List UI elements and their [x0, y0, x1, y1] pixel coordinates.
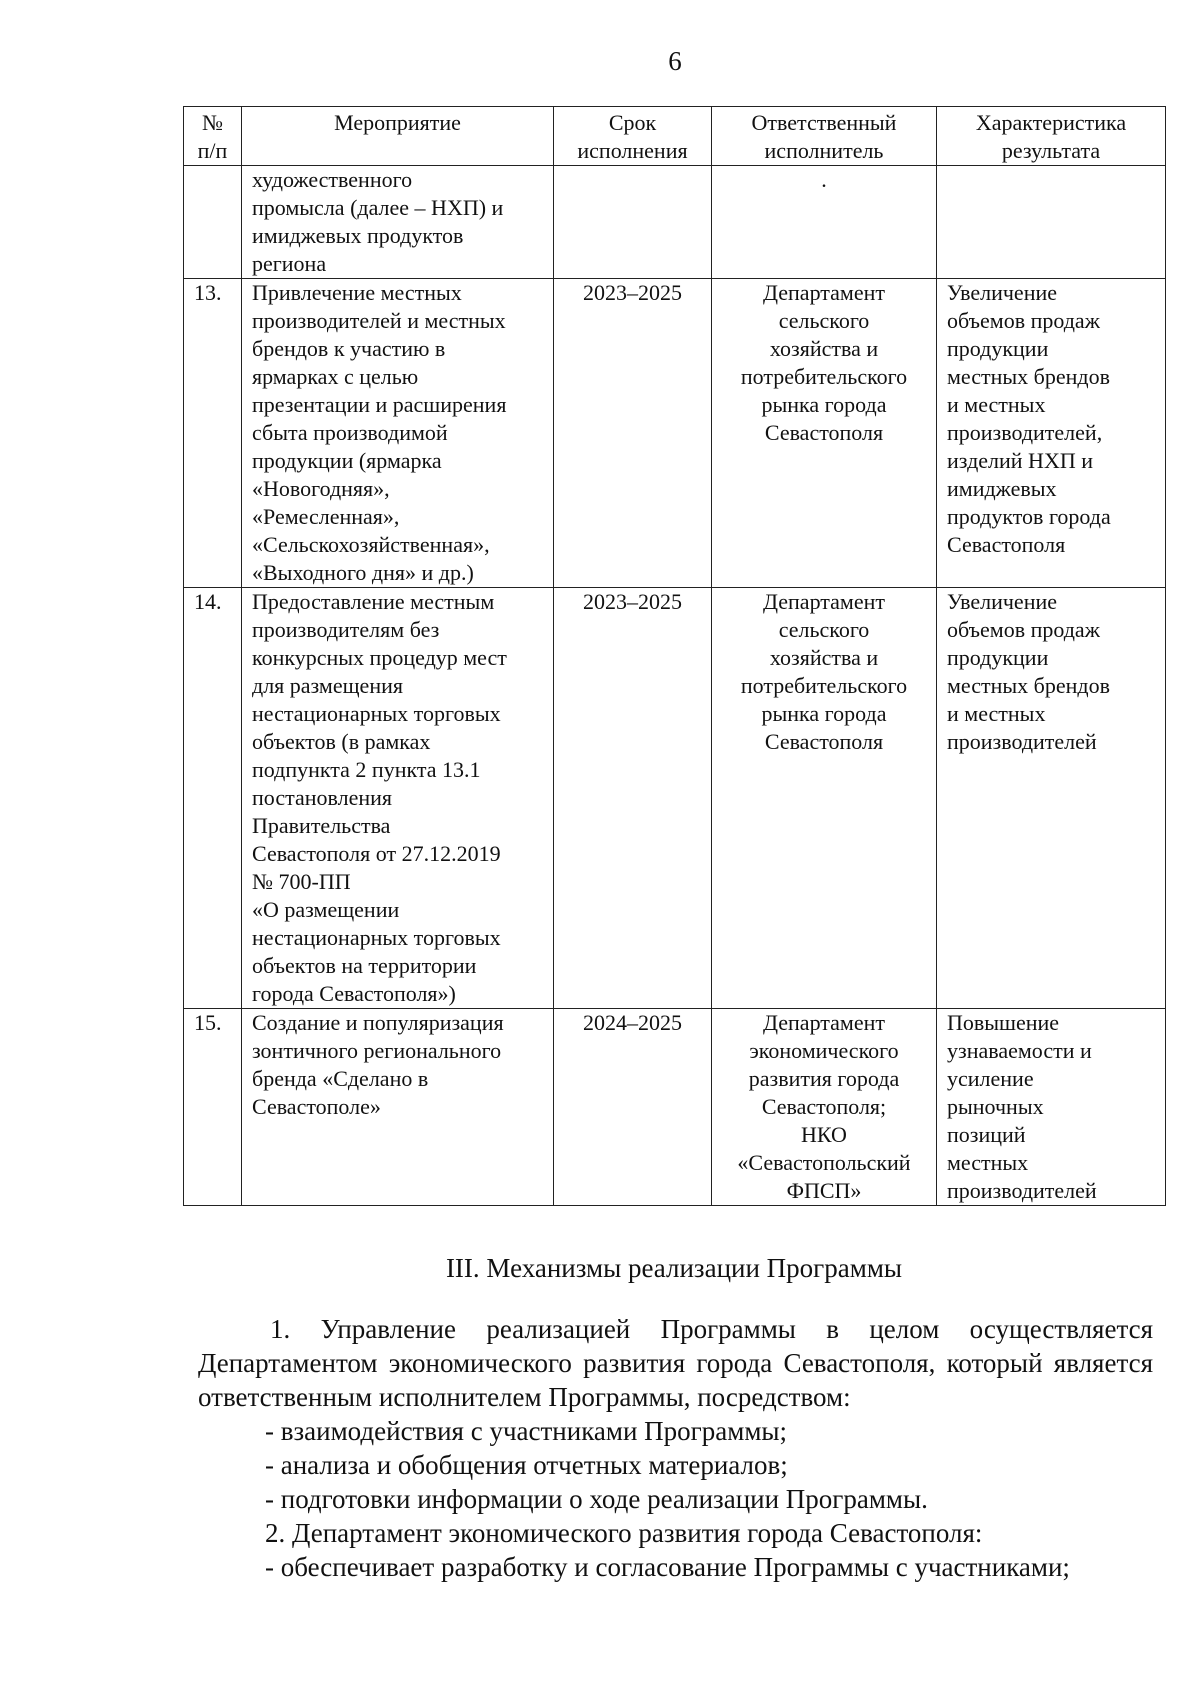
table-row: [184, 166, 1166, 279]
row-result: Повышение узнаваемости и усиление рыночных позиций местных производителей: [937, 1009, 1166, 1206]
row-result: Увеличение объемов продаж продукции местных брендов и местных производителей, изделий НХП и имиджевых продуктов города Севастополя: [937, 279, 1166, 588]
header-number: № п/п: [184, 107, 242, 166]
row-number: 15.: [184, 1009, 242, 1206]
header-result: Характеристика результата: [937, 107, 1166, 166]
row-responsible: Департамент экономического развития города Севастополя; НКО «Севастопольский ФПСП»: [712, 1009, 937, 1206]
list-item: - анализа и обобщения отчетных материалов;: [265, 1450, 788, 1480]
header-event: Мероприятие: [242, 107, 554, 166]
list-item: - подготовки информации о ходе реализации Программы.: [265, 1484, 928, 1514]
table-row: [184, 1009, 1166, 1206]
row-term: 2023–2025: [554, 588, 712, 1009]
paragraph: 2. Департамент экономического развития города Севастополя:: [265, 1518, 983, 1548]
list-item: - взаимодействия с участниками Программы;: [265, 1416, 788, 1446]
measures-table: [183, 106, 1166, 1206]
row-term: 2024–2025: [554, 1009, 712, 1206]
page-number: 6: [668, 46, 682, 76]
row-event: Предоставление местным производителям без конкурсных процедур мест для размещения нестационарных торговых объектов (в рамках подпункта 2 пункта 13.1 постановления Правительства Севастополя от 27.12.2019 № 700-ПП «О размещении нестационарных торговых объектов на территории города Севастополя»): [242, 588, 554, 1009]
row-event: Привлечение местных производителей и местных брендов к участию в ярмарках с целью презентации и расширения сбыта производимой продукции (ярмарка «Новогодняя», «Ремесленная», «Сельскохозяйственная», «Выходного дня» и др.): [242, 279, 554, 588]
row-responsible: .: [712, 166, 937, 279]
row-term: 2023–2025: [554, 279, 712, 588]
row-term: [554, 166, 712, 279]
row-result: [937, 166, 1166, 279]
row-responsible: Департамент сельского хозяйства и потребительского рынка города Севастополя: [712, 279, 937, 588]
paragraph: 1. Управление реализацией Программы в целом осуществляется Департаментом экономического развития города Севастополя, который является ответственным исполнителем Программы, посредством:: [198, 1314, 1153, 1412]
row-event: художественного промысла (далее – НХП) и имиджевых продуктов региона: [242, 166, 554, 279]
row-event: Создание и популяризация зонтичного регионального бренда «Сделано в Севастополе»: [242, 1009, 554, 1206]
row-number: 13.: [184, 279, 242, 588]
table-row: [184, 279, 1166, 588]
row-number: [184, 166, 242, 279]
section-title: III. Механизмы реализации Программы: [445, 1253, 903, 1283]
header-responsible: Ответственный исполнитель: [712, 107, 937, 166]
list-item: - обеспечивает разработку и согласование Программы с участниками;: [265, 1552, 1070, 1582]
row-number: 14.: [184, 588, 242, 1009]
table-header-row: [184, 107, 1166, 166]
row-result: Увеличение объемов продаж продукции местных брендов и местных производителей: [937, 588, 1166, 1009]
row-responsible: Департамент сельского хозяйства и потребительского рынка города Севастополя: [712, 588, 937, 1009]
table-row: [184, 588, 1166, 1009]
header-term: Срок исполнения: [554, 107, 712, 166]
body-text: [198, 1312, 1153, 1584]
